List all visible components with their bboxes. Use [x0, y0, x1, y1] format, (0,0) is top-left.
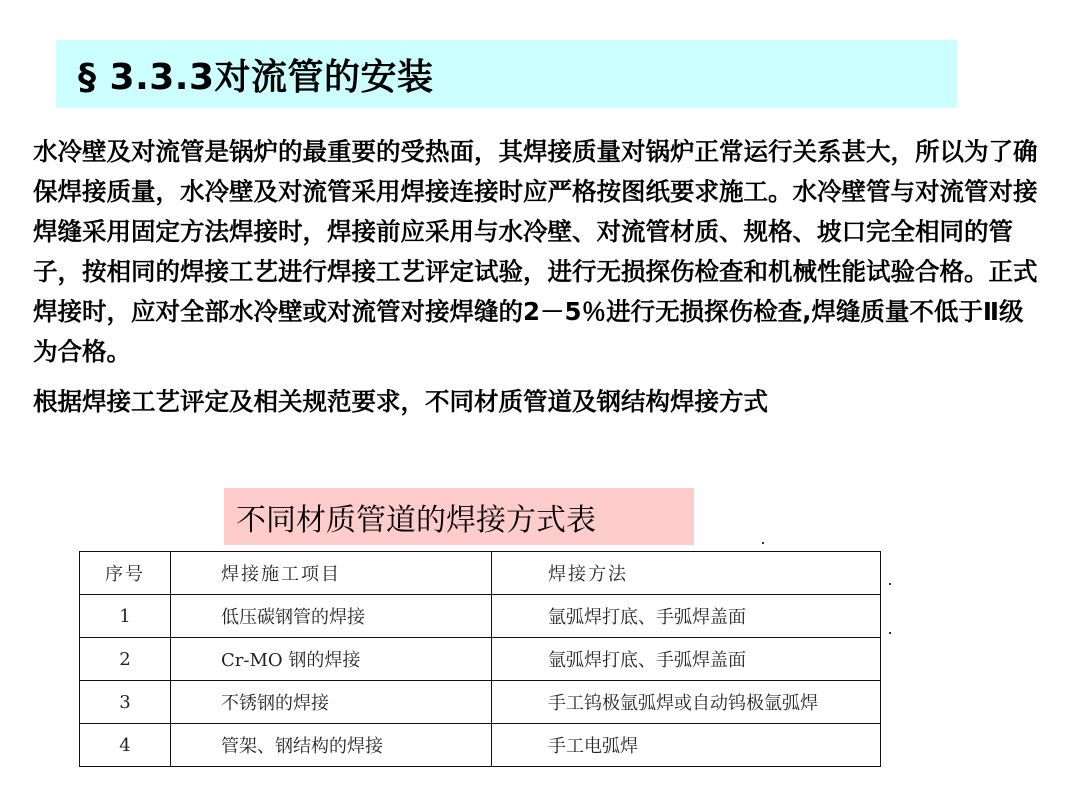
table-caption: 不同材质管道的焊接方式表: [224, 488, 694, 545]
table-row: [80, 638, 881, 681]
cell-serial: 1: [80, 595, 171, 638]
table-row: [80, 681, 881, 724]
cell-serial: 4: [80, 724, 171, 767]
table-row: [80, 595, 881, 638]
paragraph-1: 水冷壁及对流管是锅炉的最重要的受热面，其焊接质量对锅炉正常运行关系甚大，所以为了确保焊接质量，水冷壁及对流管采用焊接连接时应严格按图纸要求施工。水冷壁管与对流管对接焊缝采用固定方法焊接时，焊接前应采用与水冷壁、对流管材质、规格、坡口完全相同的管子，按相同的焊接工艺进行焊接工艺评定试验，进行无损探伤检查和机械性能试验合格。正式焊接时，应对全部水冷壁或对流管对接焊缝的2－5％进行无损探伤检查,焊缝质量不低于Ⅱ级为合格。: [33, 137, 1038, 366]
cell-serial: 2: [80, 638, 171, 681]
table-header-row: [80, 552, 881, 595]
cell-item: 低压碳钢管的焊接: [171, 595, 492, 638]
scan-speck: [889, 583, 891, 585]
cell-item: Cr-MO 钢的焊接: [171, 638, 492, 681]
cell-method: 手工电弧焊: [492, 724, 881, 767]
welding-method-table: [79, 551, 881, 767]
title-bar: [56, 40, 957, 108]
cell-method: 氩弧焊打底、手弧焊盖面: [492, 595, 881, 638]
paragraph-2: 根据焊接工艺评定及相关规范要求，不同材质管道及钢结构焊接方式: [33, 387, 768, 416]
cell-method: 手工钨极氩弧焊或自动钨极氩弧焊: [492, 681, 881, 724]
header-item: 焊接施工项目: [171, 552, 492, 595]
body-text: [33, 132, 1043, 422]
header-method: 焊接方法: [492, 552, 881, 595]
cell-item: 管架、钢结构的焊接: [171, 724, 492, 767]
header-serial: 序号: [80, 552, 171, 595]
scan-speck: [889, 632, 891, 634]
scan-speck: [762, 542, 764, 544]
cell-serial: 3: [80, 681, 171, 724]
cell-method: 氩弧焊打底、手弧焊盖面: [492, 638, 881, 681]
page-title: § 3.3.3对流管的安装: [78, 56, 434, 98]
cell-item: 不锈钢的焊接: [171, 681, 492, 724]
table-row: [80, 724, 881, 767]
